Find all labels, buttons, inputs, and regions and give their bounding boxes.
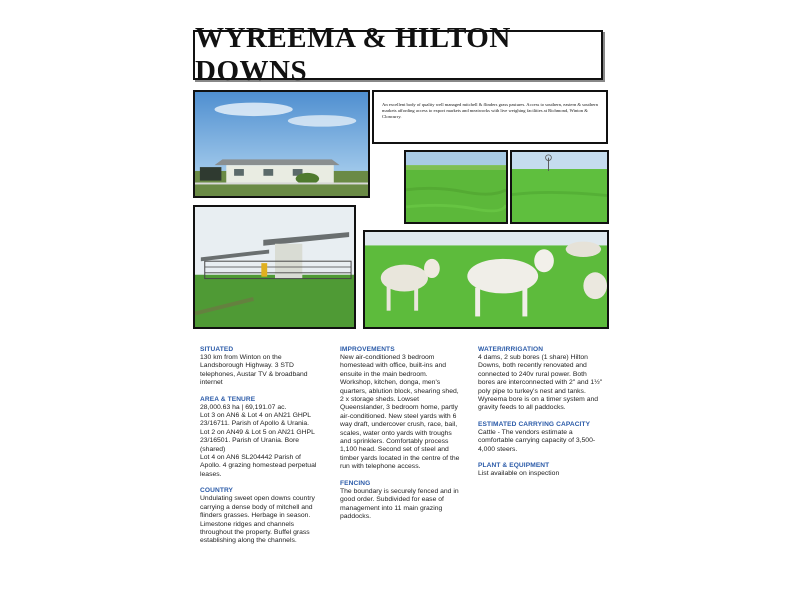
cattle-photo — [363, 230, 609, 329]
water-section — [478, 346, 604, 413]
cattle-yards-photo — [193, 205, 356, 329]
area-section — [200, 396, 322, 480]
capacity-heading: ESTIMATED CARRYING CAPACITY — [478, 420, 591, 428]
fencing-section — [340, 480, 460, 522]
column-left — [200, 346, 322, 554]
water-heading: WATER/IRRIGATION — [478, 346, 544, 353]
improvements-heading: IMPROVEMENTS — [340, 346, 395, 353]
area-line: 28,000.63 ha | 69,191.07 ac. — [200, 403, 287, 411]
country-text: Undulating sweet open downs country carrying a dense body of mitchell and flinders grasses. Herbage in season. Limestone ridges and channels throughout the property. Buffel grass establishing along the channels. — [200, 495, 315, 545]
situated-heading: SITUATED — [200, 346, 234, 353]
area-line: Lot 4 on AN6 SL204442 Parish of Apollo. 4 grazing homestead perpetual leases. — [200, 454, 317, 478]
fencing-text: The boundary is securely fenced and in good order. Subdivided for ease of management into 11 main grazing paddocks. — [340, 487, 459, 520]
intro-blurb — [372, 90, 608, 144]
intro-text: An excellent body of quality well managed mitchell & flinders grass pastures. Access to southern, eastern & southern markets affording access to export markets and meatworks with live weighing facilities at Richmond, Winton & Cloncurry. — [382, 102, 598, 119]
plant-text: List available on inspection — [478, 470, 560, 478]
column-right — [478, 346, 604, 486]
situated-section — [200, 346, 322, 388]
water-text: 4 dams, 2 sub bores (1 share) Hilton Downs, both recently renovated and connected to 240v rural power. Both bores are interconnected with 2" and 1½" poly pipe to turkey's nest and tanks. Wyreema bore is on a timer system and gravity feeds to all paddocks. — [478, 354, 603, 412]
area-heading: AREA & TENURE — [200, 395, 256, 403]
title-box — [193, 22, 603, 87]
capacity-text: Cattle - The vendors estimate a comfortable carrying capacity of 3,500-4,000 steers. — [478, 428, 596, 453]
improvements-section — [340, 346, 460, 472]
fencing-heading: FENCING — [340, 479, 371, 487]
country-section — [200, 487, 322, 545]
area-line: Lot 2 on AN49 & Lot 5 on AN21 GHPL 23/16501. Parish of Urania. Bore (shared) — [200, 428, 315, 453]
situated-text: 130 km from Winton on the Landsborough Highway. 3 STD telephones, Austar TV & broadband internet — [200, 354, 308, 387]
homestead-photo — [193, 90, 370, 198]
pasture-windmill-photo — [510, 150, 609, 224]
page-title: WYREEMA & HILTON DOWNS — [195, 22, 511, 87]
area-line: Lot 3 on AN6 & Lot 4 on AN21 GHPL 23/16711. Parish of Apollo & Urania. — [200, 412, 311, 428]
pasture-photo-1 — [404, 150, 508, 224]
capacity-section — [478, 421, 604, 454]
column-middle — [340, 346, 460, 529]
plant-section — [478, 462, 604, 478]
improvements-text: New air-conditioned 3 bedroom homestead with office, built-ins and ensuite in the main bedroom. Workshop, kitchen, donga, men's quarters, ablution block, shearing shed, 2 x storage sheds. Lowset Queenslander, 3 bedroom home, partly air-conditioned. New steel yards with 6 way draft, undercover crush, race, bail, scales, water onto yards with troughs and sprinklers. Comfortably process 1,100 head. Second set of steel and timber yards located in the centre of the run with telephone access. — [340, 354, 460, 471]
country-heading: COUNTRY — [200, 487, 234, 495]
plant-heading: PLANT & EQUIPMENT — [478, 462, 550, 470]
